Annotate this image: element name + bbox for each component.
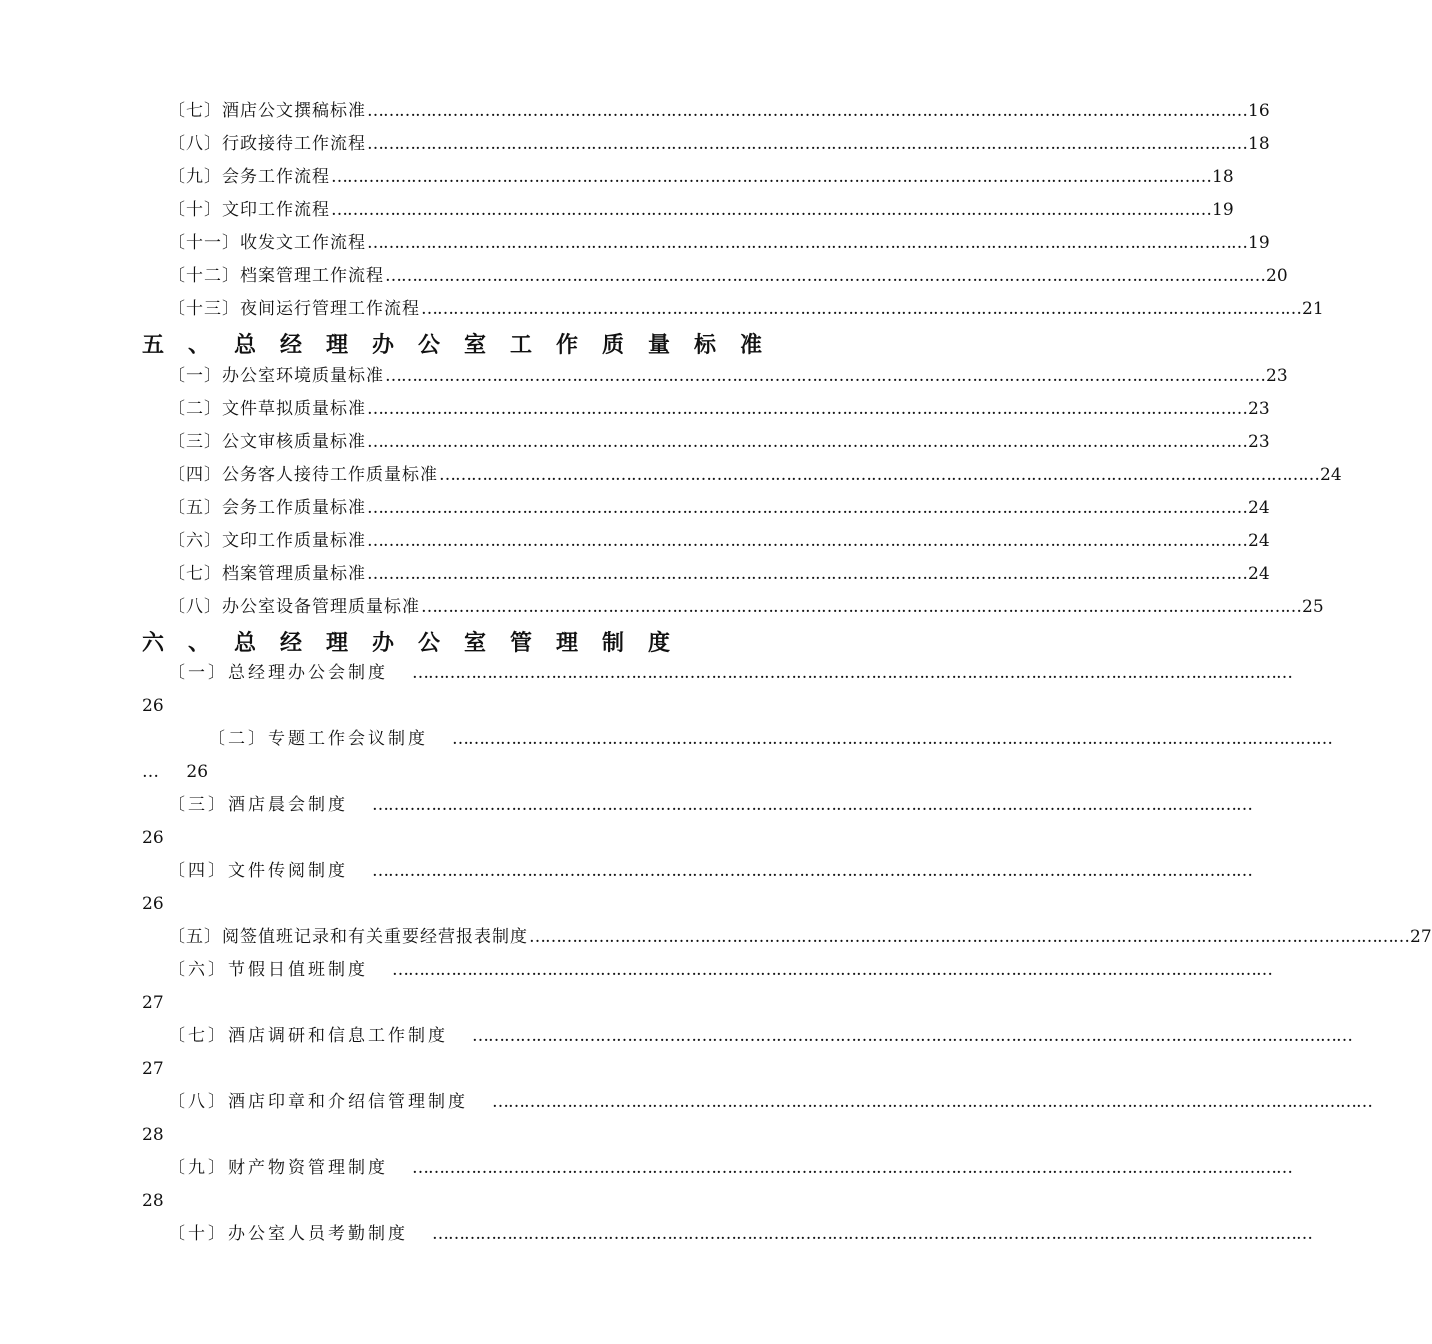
toc-page-number: 16	[1248, 101, 1270, 121]
toc-entry[interactable]	[168, 856, 1252, 886]
toc-dot-leader: …………………………………………………………………………………………………………………………………………………	[367, 531, 1247, 551]
toc-page-number: 28	[142, 1191, 164, 1211]
toc-entry[interactable]	[168, 955, 1272, 985]
toc-dot-leader: …………………………………………………………………………………………………………………………………………………	[529, 927, 1409, 947]
toc-entry[interactable]	[168, 294, 1324, 324]
toc-entry-label: 〔六〕文印工作质量标准	[168, 531, 366, 551]
toc-entry[interactable]	[168, 592, 1324, 622]
toc-dot-leader: …………………………………………………………………………………………………………………………………………………	[412, 663, 1292, 683]
toc-entry-label: 〔五〕阅签值班记录和有关重要经营报表制度	[168, 927, 528, 947]
toc-dot-leader: …………………………………………………………………………………………………………………………………………………	[421, 299, 1301, 319]
toc-dot-leader: …………………………………………………………………………………………………………………………………………………	[367, 134, 1247, 154]
toc-page-number: 20	[1266, 266, 1288, 286]
toc-dot-leader: …………………………………………………………………………………………………………………………………………………	[367, 233, 1247, 253]
toc-entry[interactable]	[168, 427, 1270, 457]
toc-entry[interactable]	[168, 1087, 1372, 1117]
toc-page-number: 24	[1320, 465, 1342, 485]
toc-page-number: 19	[1212, 200, 1234, 220]
toc-entry[interactable]	[168, 96, 1270, 126]
toc-dot-leader: …………………………………………………………………………………………………………………………………………………	[372, 795, 1252, 815]
toc-page-number: 23	[1266, 366, 1288, 386]
toc-page-number: 26	[142, 696, 164, 716]
toc-dot-leader: …………………………………………………………………………………………………………………………………………………	[385, 366, 1265, 386]
toc-page-number: 25	[1302, 597, 1324, 617]
toc-page-number: 24	[1248, 498, 1270, 518]
toc-entry[interactable]	[168, 261, 1288, 291]
toc-entry-label: 〔二〕专题工作会议制度	[208, 729, 428, 749]
toc-page-number: 28	[142, 1125, 164, 1145]
toc-dot-leader: …………………………………………………………………………………………………………………………………………………	[372, 861, 1252, 881]
toc-page-number: 18	[1212, 167, 1234, 187]
toc-entry[interactable]	[168, 526, 1270, 556]
toc-entry-label: 〔九〕会务工作流程	[168, 167, 330, 187]
toc-entry[interactable]	[168, 460, 1342, 490]
toc-page-number: 18	[1248, 134, 1270, 154]
toc-entry[interactable]	[168, 228, 1270, 258]
toc-entry[interactable]	[168, 559, 1270, 589]
toc-page-number: 27	[142, 993, 164, 1013]
toc-page-number: 26	[186, 762, 209, 782]
toc-entry-label: 〔四〕公务客人接待工作质量标准	[168, 465, 438, 485]
toc-dot-leader: …………………………………………………………………………………………………………………………………………………	[367, 498, 1247, 518]
toc-page-number: 21	[1302, 299, 1324, 319]
toc-page-number: 24	[1248, 531, 1270, 551]
toc-page-number: 19	[1248, 233, 1270, 253]
toc-page-number: 23	[1248, 399, 1270, 419]
toc-entry-label: 〔三〕酒店晨会制度	[168, 795, 348, 815]
toc-dot-leader: …………………………………………………………………………………………………………………………………………………	[367, 399, 1247, 419]
toc-entry[interactable]	[168, 129, 1270, 159]
toc-page-number: 23	[1248, 432, 1270, 452]
toc-entry[interactable]	[208, 724, 1332, 754]
toc-entry-label: 〔九〕财产物资管理制度	[168, 1158, 388, 1178]
toc-entry[interactable]	[168, 493, 1270, 523]
toc-dot-leader: …………………………………………………………………………………………………………………………………………………	[412, 1158, 1292, 1178]
toc-entry-label: 〔一〕办公室环境质量标准	[168, 366, 384, 386]
toc-dot-leader: …………………………………………………………………………………………………………………………………………………	[439, 465, 1319, 485]
toc-dot-leader: …………………………………………………………………………………………………………………………………………………	[452, 729, 1332, 749]
toc-entry-label: 〔十三〕夜间运行管理工作流程	[168, 299, 420, 319]
toc-entry-label: 〔十〕文印工作流程	[168, 200, 330, 220]
section-heading: 五、总经理办公室工作质量标准	[142, 332, 787, 358]
toc-entry-label: 〔五〕会务工作质量标准	[168, 498, 366, 518]
toc-page-number: 26	[142, 828, 164, 848]
toc-dot-leader: …………………………………………………………………………………………………………………………………………………	[492, 1092, 1372, 1112]
toc-page-number: 26	[142, 894, 164, 914]
toc-page-number: 24	[1248, 564, 1270, 584]
toc-entry[interactable]	[168, 1021, 1352, 1051]
toc-entry-label: 〔十〕办公室人员考勤制度	[168, 1224, 408, 1244]
toc-dot-leader: …………………………………………………………………………………………………………………………………………………	[392, 960, 1272, 980]
toc-entry-label: 〔七〕档案管理质量标准	[168, 564, 366, 584]
toc-dot-leader: …………………………………………………………………………………………………………………………………………………	[432, 1224, 1312, 1244]
toc-dot-leader: …	[142, 762, 159, 782]
toc-entry-label: 〔八〕行政接待工作流程	[168, 134, 366, 154]
toc-entry[interactable]	[168, 922, 1432, 952]
toc-entry[interactable]	[168, 1153, 1292, 1183]
toc-entry[interactable]	[168, 394, 1270, 424]
toc-dot-leader: …………………………………………………………………………………………………………………………………………………	[472, 1026, 1352, 1046]
toc-dot-leader: …………………………………………………………………………………………………………………………………………………	[421, 597, 1301, 617]
section-heading: 六、总经理办公室管理制度	[142, 630, 695, 656]
toc-entry-label: 〔七〕酒店调研和信息工作制度	[168, 1026, 448, 1046]
toc-entry-label: 〔八〕酒店印章和介绍信管理制度	[168, 1092, 468, 1112]
toc-dot-leader: …………………………………………………………………………………………………………………………………………………	[367, 564, 1247, 584]
toc-dot-leader: …………………………………………………………………………………………………………………………………………………	[385, 266, 1265, 286]
toc-dot-leader: …………………………………………………………………………………………………………………………………………………	[367, 432, 1247, 452]
toc-entry[interactable]	[168, 790, 1252, 820]
toc-entry[interactable]	[168, 658, 1292, 688]
toc-entry[interactable]	[168, 162, 1234, 192]
toc-wrap-continuation	[142, 757, 208, 787]
toc-entry-label: 〔六〕节假日值班制度	[168, 960, 368, 980]
toc-entry-label: 〔一〕总经理办公会制度	[168, 663, 388, 683]
toc-entry-label: 〔四〕文件传阅制度	[168, 861, 348, 881]
toc-entry-label: 〔二〕文件草拟质量标准	[168, 399, 366, 419]
toc-entry-label: 〔三〕公文审核质量标准	[168, 432, 366, 452]
toc-entry-label: 〔十二〕档案管理工作流程	[168, 266, 384, 286]
toc-entry[interactable]	[168, 1219, 1312, 1249]
toc-dot-leader: …………………………………………………………………………………………………………………………………………………	[367, 101, 1247, 121]
toc-entry[interactable]	[168, 195, 1234, 225]
toc-entry-label: 〔七〕酒店公文撰稿标准	[168, 101, 366, 121]
toc-entry[interactable]	[168, 361, 1288, 391]
toc-entry-label: 〔八〕办公室设备管理质量标准	[168, 597, 420, 617]
toc-dot-leader: …………………………………………………………………………………………………………………………………………………	[331, 200, 1211, 220]
toc-page-number: 27	[1410, 927, 1432, 947]
toc-dot-leader: …………………………………………………………………………………………………………………………………………………	[331, 167, 1211, 187]
toc-page-number: 27	[142, 1059, 164, 1079]
toc-entry-label: 〔十一〕收发文工作流程	[168, 233, 366, 253]
